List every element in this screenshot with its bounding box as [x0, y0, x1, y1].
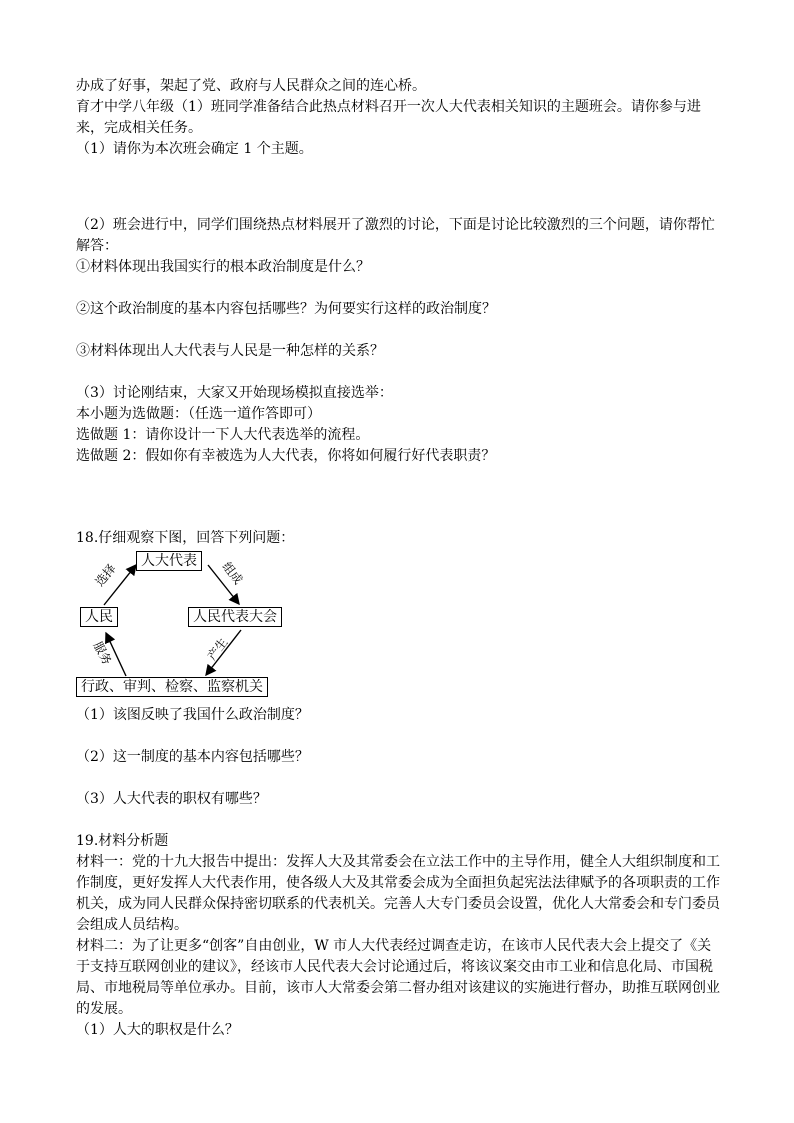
- question-19-1: （1）人大的职权是什么？: [76, 1022, 239, 1038]
- question-17-3-note: 本小题为选做题：（任选一道作答即可）: [76, 406, 321, 422]
- label-produce: 产生: [204, 635, 231, 663]
- label-select: 选择: [92, 561, 119, 589]
- label-compose: 组成: [219, 559, 246, 587]
- question-17-3-intro: （3）讨论刚结束，大家又开始现场模拟直接选举：: [76, 385, 393, 401]
- label-serve: 服务: [90, 639, 115, 668]
- node-deputies: 人大代表: [136, 551, 202, 571]
- answer-space: [76, 467, 722, 528]
- question-18-1: （1）该图反映了我国什么政治制度？: [76, 707, 309, 723]
- question-18-2: （2）这一制度的基本内容包括哪些？: [76, 749, 309, 765]
- answer-space: [76, 160, 722, 215]
- answer-space: [76, 278, 722, 299]
- question-17-3-option-2: 选做题 2：假如你有幸被选为人大代表，你将如何履行好代表职责？: [76, 448, 496, 464]
- answer-space: [76, 726, 722, 747]
- paragraph-line: 办成了好事，架起了党、政府与人民群众之间的连心桥。: [76, 78, 426, 94]
- answer-space: [76, 810, 722, 831]
- question-19-title: 19.材料分析题: [76, 833, 169, 849]
- political-system-diagram: [76, 551, 296, 703]
- question-18-title: 18.仔细观察下图，回答下列问题：: [76, 530, 295, 546]
- node-state-organs: 行政、审判、检察、监察机关: [76, 677, 268, 697]
- question-17-3-option-1: 选做题 1：请你设计一下人大代表选举的流程。: [76, 427, 370, 443]
- node-congress: 人民代表大会: [188, 607, 282, 627]
- class-meeting-intro: 育才中学八年级（1）班同学准备结合此热点材料召开一次人大代表相关知识的主题班会。请你参与进来，完成相关任务。: [76, 99, 701, 136]
- answer-space: [76, 768, 722, 789]
- material-2: 材料二：为了让更多“创客”自由创业，W 市人大代表经过调查走访，在该市人民代表大会上提交了《关于支持互联网创业的建议》，经该市人民代表大会讨论通过后，将该议案交由市工业和信息化局、市国税局、市地税局等单位承办。目前，该市人大常委会第二督办组对该建议的实施进行督办，助推互联网创业的发展。: [76, 938, 720, 1017]
- node-people: 人民: [80, 607, 118, 627]
- question-17-2-c: ③材料体现出人大代表与人民是一种怎样的关系？: [76, 343, 384, 359]
- question-17-2-b: ②这个政治制度的基本内容包括哪些？为何要实行这样的政治制度？: [76, 301, 496, 317]
- answer-space: [76, 362, 722, 383]
- question-17-2-intro: （2）班会进行中，同学们围绕热点材料展开了激烈的讨论，下面是讨论比较激烈的三个问题，请你帮忙解答：: [76, 217, 715, 254]
- document-page: [76, 76, 722, 1041]
- material-1: 材料一：党的十九大报告中提出：发挥人大及其常委会在立法工作中的主导作用，健全人大组织制度和工作制度，更好发挥人大代表作用，使各级人大及其常委会成为全面担负起宪法法律赋予的各项职责的工作机关，成为同人民群众保持密切联系的代表机关。完善人大专门委员会设置，优化人大常委会和专门委员会组成人员结构。: [76, 854, 720, 933]
- answer-space: [76, 320, 722, 341]
- question-17-1: （1）请你为本次班会确定 1 个主题。: [76, 141, 313, 157]
- question-17-2-a: ①材料体现出我国实行的根本政治制度是什么？: [76, 259, 370, 275]
- question-18-3: （3）人大代表的职权有哪些？: [76, 791, 267, 807]
